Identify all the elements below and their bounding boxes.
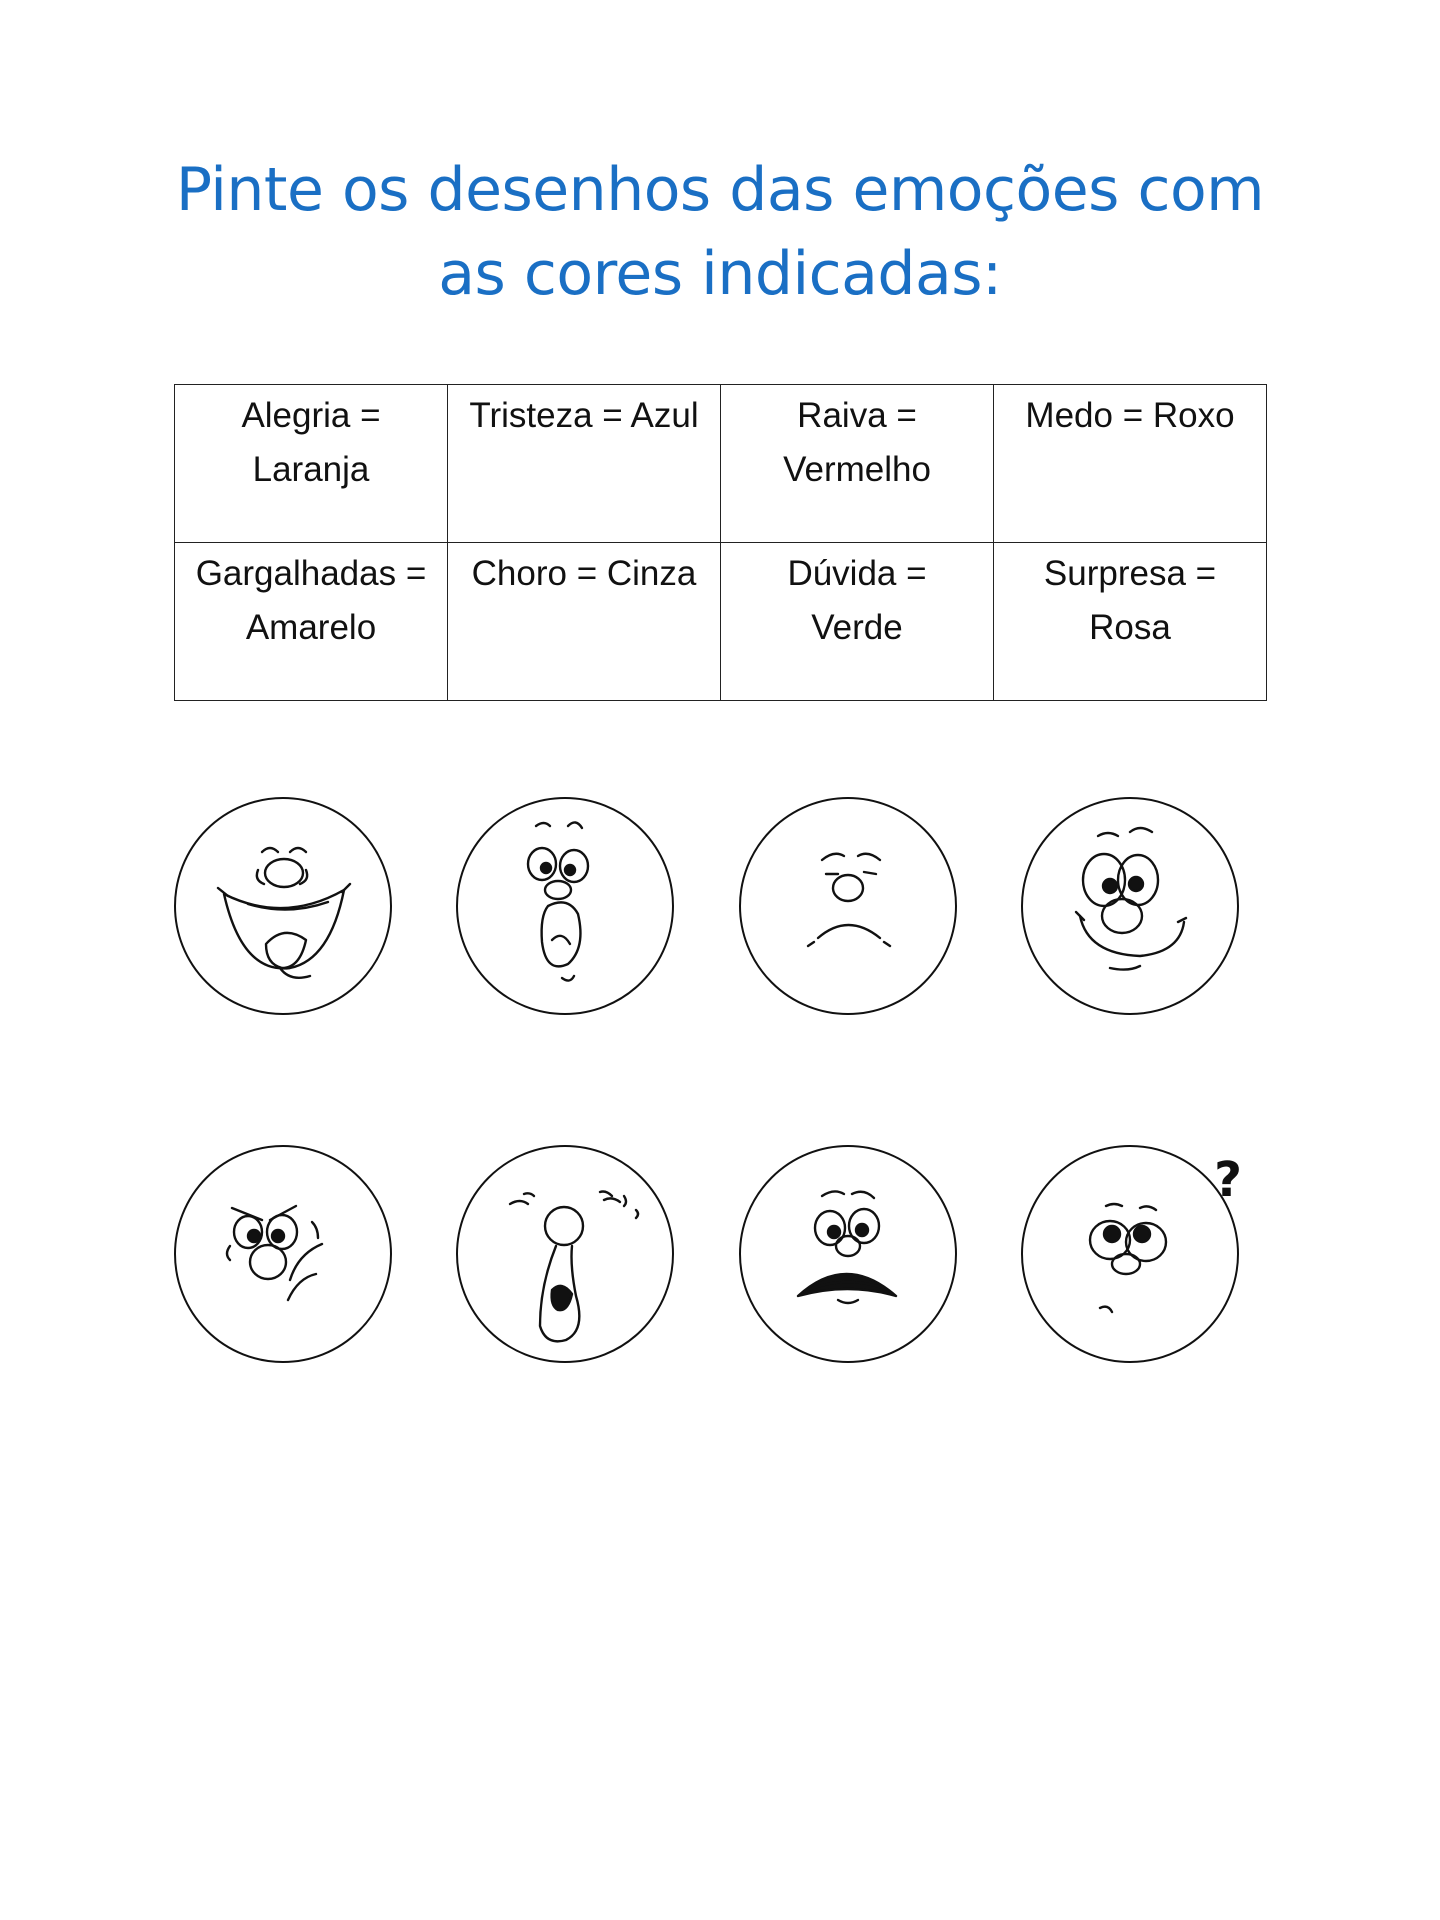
legend-emotion: Surpresa = — [1043, 554, 1217, 593]
title-line-2: as cores indicadas: — [438, 239, 1002, 309]
legend-emotion: Dúvida = — [787, 554, 927, 593]
scared-face[interactable] — [457, 798, 673, 1014]
legend-cell-alegria — [175, 385, 448, 543]
sad-face[interactable] — [740, 798, 956, 1014]
legend-color: Rosa — [1089, 608, 1171, 647]
legend-cell-duvida — [721, 543, 994, 701]
legend-color: Vermelho — [783, 450, 931, 489]
legend-cell-choro — [448, 543, 721, 701]
legend-cell-tristeza — [448, 385, 721, 543]
legend-color: Laranja — [252, 450, 370, 489]
legend-cell-gargalhadas — [175, 543, 448, 701]
legend-emotion: Tristeza = Azul — [469, 396, 699, 435]
afraid-face[interactable] — [740, 1146, 956, 1362]
doubt-face[interactable] — [1022, 1146, 1238, 1362]
legend-cell-raiva — [721, 385, 994, 543]
angry-face[interactable] — [175, 1146, 391, 1362]
question-mark-icon: ? — [1214, 1152, 1242, 1208]
legend-color: Amarelo — [245, 608, 377, 647]
legend-emotion: Raiva = — [797, 396, 917, 435]
legend-color: Verde — [811, 608, 903, 647]
legend-cell-medo — [994, 385, 1267, 543]
legend-emotion: Gargalhadas = — [195, 554, 427, 593]
legend-emotion: Alegria = — [241, 396, 381, 435]
legend-emotion: Medo = Roxo — [1025, 396, 1235, 435]
legend-row — [175, 385, 1267, 543]
happy-face[interactable] — [1022, 798, 1238, 1014]
legend-cell-surpresa — [994, 543, 1267, 701]
page-title — [120, 148, 1320, 316]
color-legend-table — [174, 384, 1267, 701]
legend-row — [175, 543, 1267, 701]
title-line-1: Pinte os desenhos das emoções com — [175, 155, 1265, 225]
crying-face[interactable] — [457, 1146, 673, 1362]
laughing-face[interactable] — [175, 798, 391, 1014]
legend-emotion: Choro = Cinza — [471, 554, 697, 593]
